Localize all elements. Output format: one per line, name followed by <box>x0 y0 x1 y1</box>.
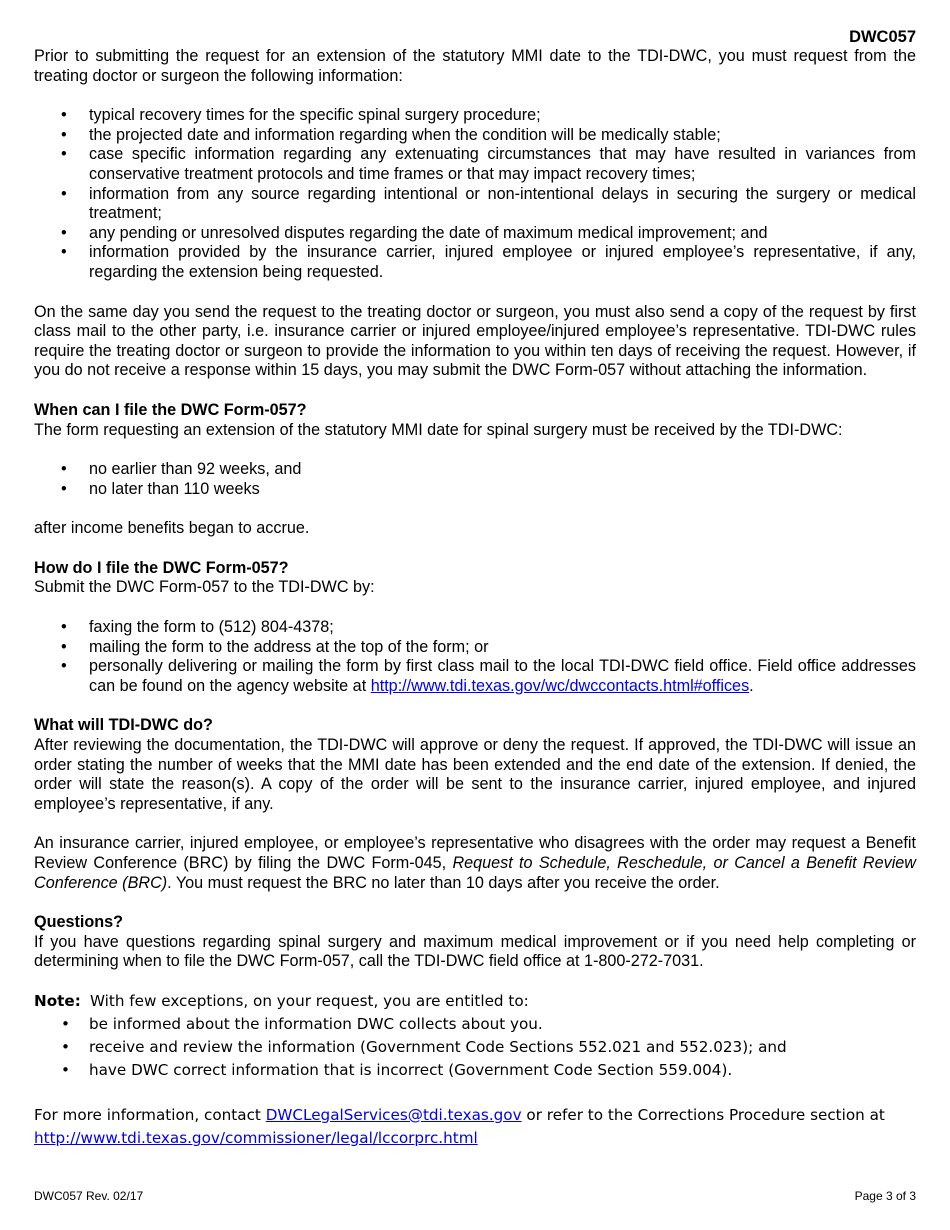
footer-revision: DWC057 Rev. 02/17 <box>34 1189 144 1203</box>
list-item: • typical recovery times for the specific spinal surgery procedure; <box>34 106 916 126</box>
list-item: • have DWC correct information that is incorrect (Government Code Section 559.004). <box>34 1059 916 1082</box>
list-item: • information from any source regarding intentional or non-intentional delays in securing the surgery or medical treatment; <box>34 185 916 224</box>
list-item: • no earlier than 92 weeks, and <box>34 460 916 480</box>
when-after: after income benefits began to accrue. <box>34 519 310 538</box>
brc-paragraph <box>34 834 916 893</box>
list-item: • receive and review the information (Government Code Sections 552.021 and 552.023); and <box>34 1036 916 1059</box>
questions-heading: Questions? <box>34 913 124 932</box>
deliver-text: personally delivering or mailing the form by first class mail to the local TDI-DWC field office. Field office addresses can be found on the agency website at <box>89 657 916 695</box>
note-intro: With few exceptions, on your request, you are entitled to: <box>90 991 529 1010</box>
list-item: • information provided by the insurance carrier, injured employee or injured employee’s representative, if any, regarding the extension being requested. <box>34 243 916 282</box>
deliver-end: . <box>749 676 754 695</box>
questions-paragraph: If you have questions regarding spinal surgery and maximum medical improvement or if you need help completing or determining when to file the DWC Form-057, call the TDI-DWC field office at 1-800-272-7031. <box>34 932 916 971</box>
list-item: • faxing the form to (512) 804-4378; <box>34 618 916 638</box>
footer-page-number: Page 3 of 3 <box>854 1189 916 1203</box>
note-row <box>34 990 916 1013</box>
list-item: • the projected date and information regarding when the condition will be medically stable; <box>34 126 916 146</box>
list-item: • case specific information regarding any extenuating circumstances that may have resulted in variances from conservative treatment protocols and time frames or that may impact recovery times; <box>34 145 916 184</box>
list-item: • mailing the form to the address at the top of the form; or <box>34 638 916 658</box>
list-item: • no later than 110 weeks <box>34 480 916 500</box>
brc-start: An insurance carrier, injured employee, or employee’s representative who disagrees with the order may request a Benefit Review Conference (BRC) by filing the DWC Form-045, <box>34 834 916 872</box>
list-item: • any pending or unresolved disputes regarding the date of maximum medical improvement; and <box>34 224 916 244</box>
document-body <box>34 47 916 1150</box>
when-paragraph: The form requesting an extension of the statutory MMI date for spinal surgery must be received by the TDI-DWC: <box>34 420 843 439</box>
how-list <box>34 618 916 696</box>
corrections-procedure-link[interactable]: http://www.tdi.texas.gov/commissioner/legal/lccorprc.html <box>34 1128 478 1147</box>
form-id: DWC057 <box>849 28 916 46</box>
more-start: For more information, contact <box>34 1105 266 1124</box>
intro-paragraph: Prior to submitting the request for an extension of the statutory MMI date to the TDI-DWC, you must request from the treating doctor or surgeon the following information: <box>34 47 916 85</box>
when-list <box>34 460 916 499</box>
field-office-link[interactable]: http://www.tdi.texas.gov/wc/dwccontacts.html#offices <box>370 676 750 695</box>
note-section <box>34 990 916 1150</box>
how-paragraph: Submit the DWC Form-057 to the TDI-DWC by: <box>34 578 375 597</box>
note-label: Note: <box>34 991 81 1010</box>
brc-form-title: Request to Schedule, Reschedule, or Cancel a Benefit Review Conference (BRC) <box>34 854 916 892</box>
more-mid: or refer to the Corrections Procedure section at <box>521 1105 885 1124</box>
required-info-list <box>34 106 916 282</box>
what-heading: What will TDI-DWC do? <box>34 716 213 735</box>
brc-end: . You must request the BRC no later than 10 days after you receive the order. <box>167 873 720 892</box>
legal-email-link[interactable]: DWCLegalServices@tdi.texas.gov <box>265 1105 522 1124</box>
when-heading: When can I file the DWC Form-057? <box>34 400 307 419</box>
list-item <box>34 657 916 696</box>
more-info-paragraph <box>34 1104 916 1150</box>
what-paragraph: After reviewing the documentation, the TDI-DWC will approve or deny the request. If approved, the TDI-DWC will issue an order stating the number of weeks that the MMI date has been extended and the end date of the extension. If denied, the order will state the reason(s). A copy of the order will be sent to the insurance carrier, injured employee, and injured employee’s representative, if any. <box>34 736 916 813</box>
list-item: • be informed about the information DWC collects about you. <box>34 1013 916 1036</box>
how-heading: How do I file the DWC Form-057? <box>34 558 289 577</box>
note-list <box>34 1013 916 1082</box>
same-day-paragraph: On the same day you send the request to the treating doctor or surgeon, you must also send a copy of the request by first class mail to the other party, i.e. insurance carrier or injured employee/injured employee’s representative. TDI-DWC rules require the treating doctor or surgeon to provide the information to you within ten days of receiving the request. However, if you do not receive a response within 15 days, you may submit the DWC Form-057 without attaching the information. <box>34 302 916 380</box>
